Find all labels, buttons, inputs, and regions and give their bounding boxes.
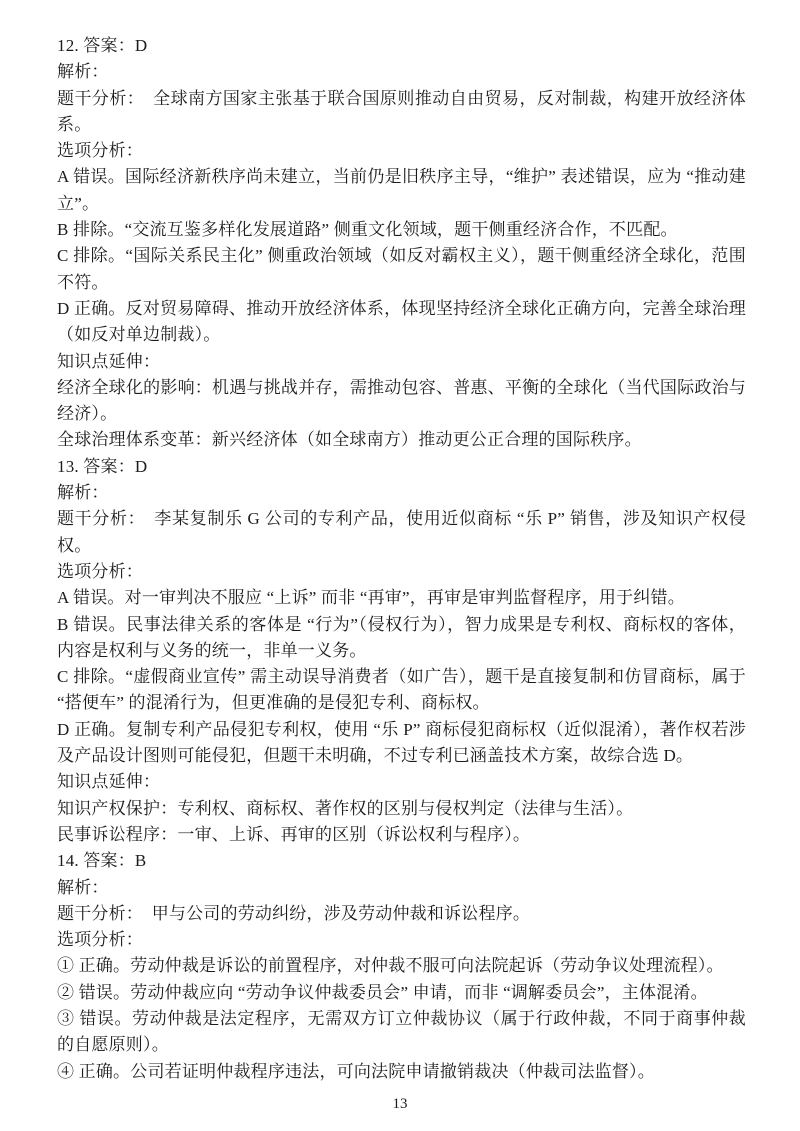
option-4-analysis-q14: ④ 正确。公司若证明仲裁程序违法，可向法院申请撤销裁决（仲裁司法监督）。 [57, 1061, 655, 1081]
knowledge-point-1-q12: 经济全球化的影响：机遇与挑战并存，需推动包容、普惠、平衡的全球化（当代国际政治与经济）。 [57, 377, 746, 424]
label-options-q12: 选项分析： [57, 141, 143, 161]
option-1-analysis-q14: ① 正确。劳动仲裁是诉讼的前置程序，对仲裁不服可向法院起诉（劳动争议处理流程）。 [57, 956, 724, 976]
option-b-analysis-q13: B 错误。民事法律关系的客体是 “行为”（侵权行为），智力成果是专利权、商标权的客体，内容是权利与义务的统一，非单一义务。 [57, 614, 746, 660]
knowledge-point-2-q13: 民事诉讼程序：一审、上诉、再审的区别（诉讼权利与程序）。 [57, 824, 531, 844]
option-b-analysis-q12: B 排除。“交流互鉴多样化发展道路” 侧重文化领域，题干侧重经济合作，不匹配。 [57, 220, 678, 240]
option-a-analysis-q13: A 错误。对一审判决不服应 “上诉” 而非 “再审”，再审是审判监督程序，用于纠错。 [57, 588, 685, 608]
label-analysis-q13: 解析： [57, 483, 109, 503]
option-d-analysis-q13: D 正确。复制专利产品侵犯专利权，使用 “乐 P” 商标侵犯商标权（近似混淆），著作权若涉及产品设计图则可能侵犯，但题干未明确，不过专利已涵盖技术方案，故综合选 D。 [57, 719, 746, 766]
option-2-analysis-q14: ② 错误。劳动仲裁应向 “劳动争议仲裁委员会” 申请，而非 “调解委员会”，主体混淆。 [57, 982, 708, 1002]
label-analysis-q12: 解析： [57, 62, 109, 82]
label-knowledge-extension-q12: 知识点延伸： [57, 351, 161, 371]
answer-line-q12: 12. 答案：D [57, 36, 148, 55]
stem-analysis-q12: 题干分析： 全球南方国家主张基于联合国原则推动自由贸易，反对制裁，构建开放经济体系。 [57, 88, 746, 134]
stem-analysis-q13: 题干分析： 李某复制乐 G 公司的专利产品，使用近似商标 “乐 P” 销售，涉及知识产权侵权。 [57, 509, 746, 555]
stem-analysis-q14: 题干分析： 甲与公司的劳动纠纷，涉及劳动仲裁和诉讼程序。 [57, 903, 531, 923]
knowledge-point-2-q12: 全球治理体系变革：新兴经济体（如全球南方）推动更公正合理的国际秩序。 [57, 430, 642, 450]
answer-line-q13: 13. 答案：D [57, 456, 148, 476]
page-number: 13 [392, 1096, 408, 1112]
label-analysis-q14: 解析： [57, 877, 109, 897]
option-c-analysis-q13: C 排除。“虚假商业宣传” 需主动误导消费者（如广告），题干是直接复制和仿冒商标，属于 “搭便车” 的混淆行为，但更准确的是侵犯专利、商标权。 [57, 667, 746, 713]
knowledge-point-1-q13: 知识产权保护：专利权、商标权、著作权的区别与侵权判定（法律与生活）。 [57, 798, 634, 818]
label-options-q14: 选项分析： [57, 930, 143, 950]
option-3-analysis-q14: ③ 错误。劳动仲裁是法定程序，无需双方订立仲裁协议（属于行政仲裁，不同于商事仲裁的自愿原则）。 [57, 1008, 746, 1055]
label-options-q13: 选项分析： [57, 561, 143, 581]
option-c-analysis-q12: C 排除。“国际关系民主化” 侧重政治领域（如反对霸权主义），题干侧重经济全球化，范围不符。 [57, 246, 746, 292]
label-knowledge-extension-q13: 知识点延伸： [57, 772, 161, 792]
option-a-analysis-q12: A 错误。国际经济新秩序尚未建立，当前仍是旧秩序主导，“维护” 表述错误，应为 “推动建立”。 [57, 167, 746, 213]
answer-line-q14: 14. 答案：B [57, 851, 147, 871]
answer-key-content [57, 33, 746, 1085]
option-d-analysis-q12: D 正确。反对贸易障碍、推动开放经济体系，体现坚持经济全球化正确方向，完善全球治理（如反对单边制裁）。 [57, 298, 746, 345]
